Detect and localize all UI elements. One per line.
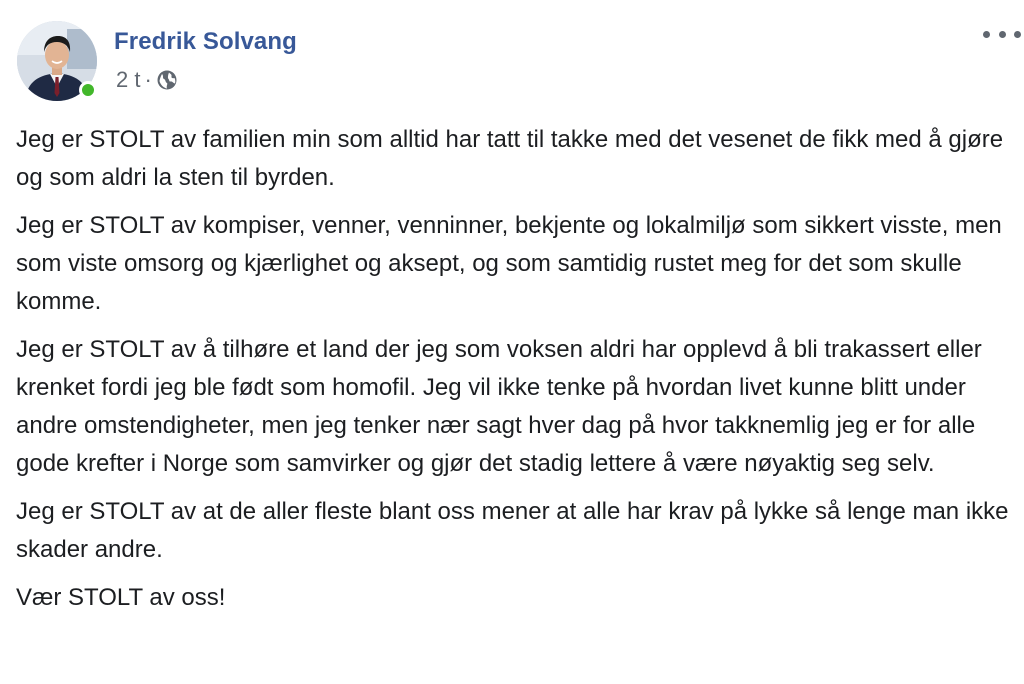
more-options-icon[interactable] xyxy=(983,22,1021,46)
post-paragraph: Vær STOLT av oss! xyxy=(16,584,226,611)
post-timestamp[interactable]: 2 t xyxy=(116,67,141,92)
meta-separator: · xyxy=(144,67,152,92)
online-status-indicator xyxy=(79,81,97,99)
dot-icon xyxy=(983,31,990,38)
dot-icon xyxy=(999,31,1006,38)
globe-icon[interactable] xyxy=(156,69,178,91)
post-paragraph: Jeg er STOLT av at de aller fleste blant oss mener at alle har krav på lykke så lenge man ikke skader andre. xyxy=(16,498,1009,563)
post-paragraph: Jeg er STOLT av å tilhøre et land der jeg som voksen aldri har opplevd å bli trakassert eller krenket fordi jeg ble født som homofil. Jeg vil ikke tenke på hvordan livet kunne blitt under andre omstendigheter, men jeg tenker nær sagt hver dag på hvor takknemlig jeg er for alle gode krefter i Norge som samvirker og gjør det stadig lettere å være nøyaktig seg selv. xyxy=(16,336,982,477)
author-name-link[interactable]: Fredrik Solvang xyxy=(114,28,297,55)
post-paragraph: Jeg er STOLT av kompiser, venner, venninner, bekjente og lokalmiljø som sikkert visste, men som viste omsorg og kjærlighet og aksept, og som samtidig rustet meg for det som skulle komme. xyxy=(16,212,1002,315)
dot-icon xyxy=(1014,31,1021,38)
avatar-container[interactable] xyxy=(17,21,97,101)
post-paragraph: Jeg er STOLT av familien min som alltid har tatt til takke med det vesenet de fikk med å gjøre og som aldri la sten til byrden. xyxy=(16,126,1004,191)
post-meta xyxy=(116,67,178,93)
post-body xyxy=(16,121,1016,627)
